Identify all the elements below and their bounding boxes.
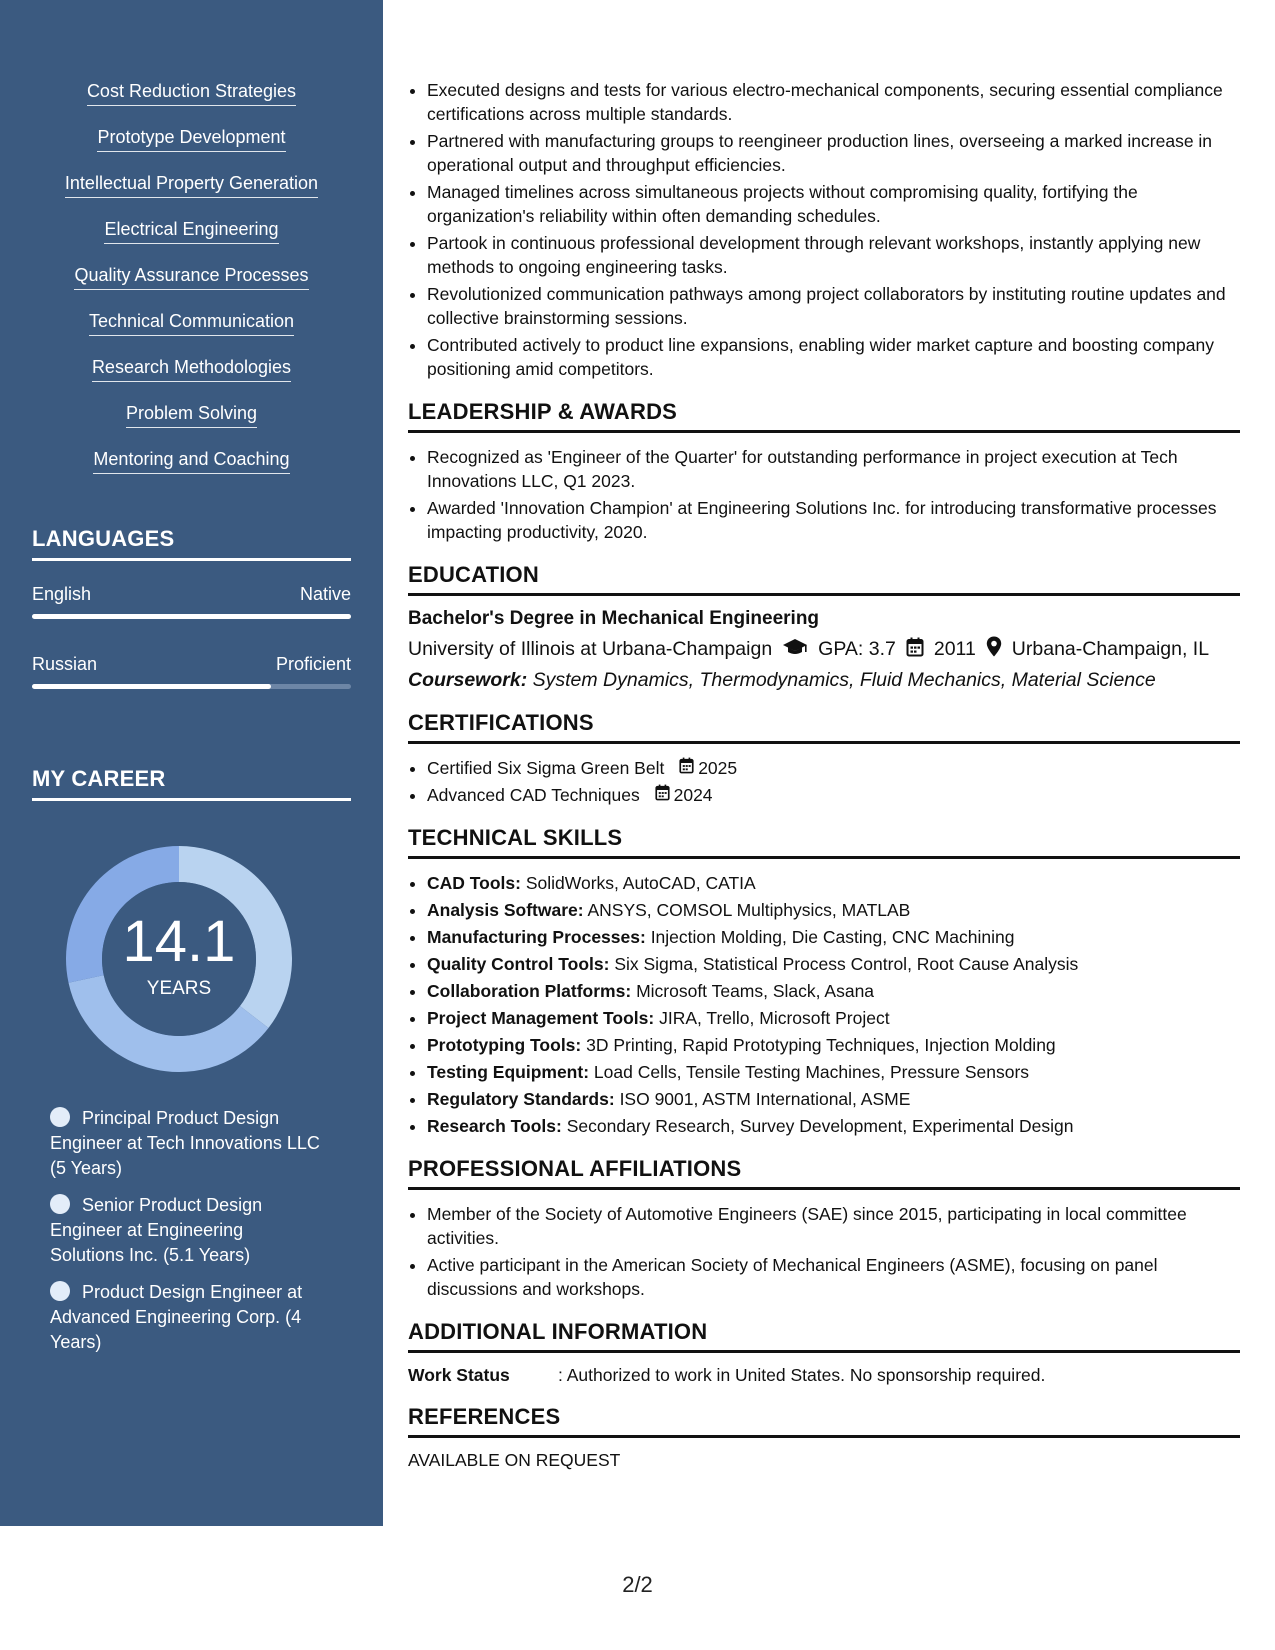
certifications-heading: CERTIFICATIONS <box>408 710 1240 744</box>
education-degree: Bachelor's Degree in Mechanical Engineering <box>408 608 820 629</box>
language-level: Native <box>299 584 351 604</box>
leadership-item: • Recognized as 'Engineer of the Quarter' for outstanding performance in project execution at Tech Innovations LLC, Q1 2023. <box>427 445 1240 493</box>
graduation-cap-icon <box>782 637 808 663</box>
coursework-label: Coursework: <box>408 669 528 691</box>
leadership-list <box>408 445 1240 544</box>
skill-values: JIRA, Trello, Microsoft Project <box>659 1008 890 1028</box>
skill-item: Problem Solving <box>126 402 257 428</box>
career-dot-icon <box>50 1281 70 1301</box>
experience-bullet: • Revolutionized communication pathways among project collaborators by instituting routine updates and collective brainstorming sessions. <box>427 282 1240 330</box>
career-item <box>50 1193 320 1268</box>
career-dot-icon <box>50 1194 70 1214</box>
page-number: 2/2 <box>622 1572 653 1597</box>
skill-item: Electrical Engineering <box>104 218 278 244</box>
skill-values: ISO 9001, ASTM International, ASME <box>619 1089 911 1109</box>
technical-skill-item <box>427 1114 1240 1138</box>
skill-category: Prototyping Tools: <box>427 1035 582 1055</box>
experience-bullet: • Partnered with manufacturing groups to reengineer production lines, overseeing a marked increase in operational output and throughput efficiencies. <box>427 129 1240 177</box>
technical-skill-item <box>427 1060 1240 1084</box>
calendar-icon <box>679 756 694 780</box>
language-bar <box>32 684 351 689</box>
skill-category: Collaboration Platforms: <box>427 981 632 1001</box>
skill-values: 3D Printing, Rapid Prototyping Techniques, Injection Molding <box>586 1035 1056 1055</box>
technical-skill-item <box>427 898 1240 922</box>
technical-skill-item <box>427 952 1240 976</box>
language-level: Proficient <box>275 654 351 674</box>
technical-skill-item <box>427 925 1240 949</box>
work-status-row <box>408 1365 1240 1386</box>
skill-item: Technical Communication <box>89 310 294 336</box>
experience-bullet: • Managed timelines across simultaneous projects without compromising quality, fortifying the organization's reliability within often demanding schedules. <box>427 180 1240 228</box>
career-total-unit: YEARS <box>146 978 212 999</box>
references-heading: REFERENCES <box>408 1404 1240 1438</box>
skill-item: Research Methodologies <box>92 356 291 382</box>
career-list <box>50 1106 320 1367</box>
education-heading: EDUCATION <box>408 562 1240 596</box>
skill-values: Injection Molding, Die Casting, CNC Machining <box>650 927 1015 947</box>
affiliations-heading: PROFESSIONAL AFFILIATIONS <box>408 1156 1240 1190</box>
certification-item <box>427 783 1240 807</box>
career-donut-chart <box>66 846 292 1072</box>
affiliation-item: • Member of the Society of Automotive Engineers (SAE) since 2015, participating in local committee activities. <box>427 1202 1240 1250</box>
skill-item: Cost Reduction Strategies <box>87 80 296 106</box>
education-coursework <box>408 669 1240 692</box>
certification-item <box>427 756 1240 780</box>
certification-name: Certified Six Sigma Green Belt <box>427 758 665 778</box>
experience-bullet: • Partook in continuous professional development through relevant workshops, instantly applying new methods to ongoing engineering tasks. <box>427 231 1240 279</box>
skill-values: Load Cells, Tensile Testing Machines, Pressure Sensors <box>593 1062 1030 1082</box>
technical-skill-item <box>427 979 1240 1003</box>
skill-category: Testing Equipment: <box>427 1062 590 1082</box>
skill-category: CAD Tools: <box>427 873 521 893</box>
language-bar-fill <box>32 614 351 619</box>
work-status-value: : Authorized to work in United States. No sponsorship required. <box>558 1365 1046 1385</box>
certification-name: Advanced CAD Techniques <box>427 785 640 805</box>
career-total-years: 14.1 <box>122 909 236 974</box>
skill-category: Quality Control Tools: <box>427 954 610 974</box>
calendar-icon <box>906 637 924 663</box>
skill-values: Secondary Research, Survey Development, Experimental Design <box>566 1116 1074 1136</box>
skill-category: Manufacturing Processes: <box>427 927 646 947</box>
skill-category: Regulatory Standards: <box>427 1089 615 1109</box>
additional-info-heading: ADDITIONAL INFORMATION <box>408 1319 1240 1353</box>
leadership-item: • Awarded 'Innovation Champion' at Engineering Solutions Inc. for introducing transformative processes impacting productivity, 2020. <box>427 496 1240 544</box>
technical-skill-item <box>427 1087 1240 1111</box>
language-bar-fill <box>32 684 271 689</box>
certification-date <box>655 783 713 807</box>
experience-bullets <box>408 78 1240 381</box>
experience-bullet: • Executed designs and tests for various electro-mechanical components, securing essential compliance certifications across multiple standards. <box>427 78 1240 126</box>
calendar-icon <box>655 783 670 807</box>
career-item <box>50 1280 320 1355</box>
technical-skills-list <box>408 871 1240 1138</box>
skill-category: Project Management Tools: <box>427 1008 655 1028</box>
main-content <box>408 78 1240 1471</box>
skill-values: Six Sigma, Statistical Process Control, Root Cause Analysis <box>614 954 1079 974</box>
education-details <box>408 636 1240 663</box>
skill-values: ANSYS, COMSOL Multiphysics, MATLAB <box>587 900 911 920</box>
affiliations-list <box>408 1202 1240 1301</box>
skill-item: Intellectual Property Generation <box>65 172 318 198</box>
technical-skill-item <box>427 1006 1240 1030</box>
career-item-text: Principal Product Design Engineer at Tech Innovations LLC (5 Years) <box>50 1108 320 1178</box>
work-status-label: Work Status <box>408 1365 510 1385</box>
skill-values: Microsoft Teams, Slack, Asana <box>636 981 875 1001</box>
technical-skills-heading: TECHNICAL SKILLS <box>408 825 1240 859</box>
languages-heading: LANGUAGES <box>32 526 351 561</box>
skill-values: SolidWorks, AutoCAD, CATIA <box>525 873 756 893</box>
donut-center <box>66 846 292 1072</box>
language-row <box>32 654 351 675</box>
skill-item: Prototype Development <box>97 126 285 152</box>
education-year: 2011 <box>933 638 976 660</box>
leadership-heading: LEADERSHIP & AWARDS <box>408 399 1240 433</box>
certification-year: 2024 <box>673 785 713 805</box>
career-item-text: Senior Product Design Engineer at Engineering Solutions Inc. (5.1 Years) <box>50 1195 263 1265</box>
education-school: University of Illinois at Urbana-Champaign <box>408 638 773 660</box>
sidebar <box>0 0 383 1526</box>
career-item <box>50 1106 320 1181</box>
language-row <box>32 584 351 605</box>
career-heading: MY CAREER <box>32 766 351 801</box>
coursework-value: System Dynamics, Thermodynamics, Fluid Mechanics, Material Science <box>532 669 1156 691</box>
skill-item: Mentoring and Coaching <box>93 448 289 474</box>
technical-skill-item <box>427 871 1240 895</box>
location-pin-icon <box>986 636 1002 663</box>
skill-item: Quality Assurance Processes <box>74 264 308 290</box>
skills-list <box>0 80 383 494</box>
technical-skill-item <box>427 1033 1240 1057</box>
education-location: Urbana-Champaign, IL <box>1011 638 1210 660</box>
affiliation-item: • Active participant in the American Society of Mechanical Engineers (ASME), focusing on panel discussions and workshops. <box>427 1253 1240 1301</box>
skill-category: Research Tools: <box>427 1116 562 1136</box>
experience-bullet: • Contributed actively to product line expansions, enabling wider market capture and boosting company positioning amid competitors. <box>427 333 1240 381</box>
career-dot-icon <box>50 1107 70 1127</box>
certification-date <box>679 756 737 780</box>
career-item-text: Product Design Engineer at Advanced Engineering Corp. (4 Years) <box>50 1282 303 1352</box>
language-name: Russian <box>32 654 98 674</box>
references-text: AVAILABLE ON REQUEST <box>408 1450 621 1470</box>
language-name: English <box>32 584 92 604</box>
certifications-list <box>408 756 1240 807</box>
certification-year: 2025 <box>698 758 738 778</box>
education-gpa: GPA: 3.7 <box>818 638 896 660</box>
language-bar <box>32 614 351 619</box>
skill-category: Analysis Software: <box>427 900 584 920</box>
